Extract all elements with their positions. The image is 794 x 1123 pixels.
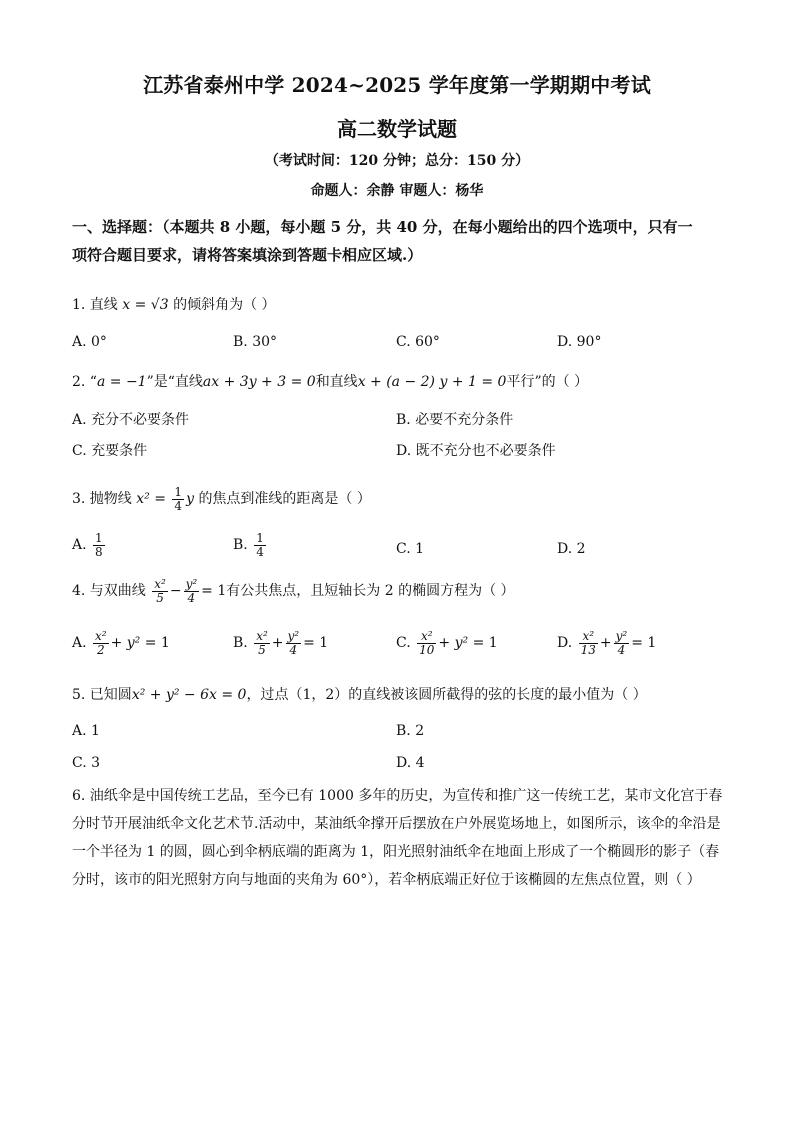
question-3 <box>72 484 371 514</box>
q3-frac-num: 1 <box>174 484 183 499</box>
q2-prefix: 2. “ <box>72 374 97 390</box>
q4-hyperbola-frac-1: $\frac{\text{x²}}{5}$ <box>154 576 166 605</box>
q5-option-a: A. 1 <box>72 723 100 739</box>
q2-option-d: D. 既不充分也不必要条件 <box>396 443 556 459</box>
q1-option-d: D. 90° <box>557 334 602 350</box>
question-4: 4. 与双曲线 $\frac{\text{x²}}{5}$ − $\frac{\text{y²}}{4}$ = 1有公共焦点，且短轴长为 2 的椭圆方程为（ ） <box>72 576 515 605</box>
q5-prefix: 5. 已知圆 <box>72 687 132 703</box>
q1-option-a: A. 0° <box>72 334 107 350</box>
exam-info: （考试时间：120 分钟；总分：150 分） <box>264 153 530 169</box>
q2-line-b: x + (a − 2) y + 1 = 0 <box>357 374 507 390</box>
q4-option-d: D. $\frac{\text{x²}}{13}$ + $\frac{\text{y²}}{4}$ = 1 <box>557 628 657 657</box>
exam-title: 江苏省泰州中学 2024~2025 学年度第一学期期中考试 <box>143 73 651 97</box>
section-line-1: 一、选择题：（本题共 8 小题，每小题 5 分，共 40 分，在每小题给出的四个选项中，只有一 <box>72 218 693 236</box>
q4-option-a: A. $\frac{\text{x²}}{2}$ + y² = 1 <box>72 628 170 657</box>
q4-suffix: 有公共焦点，且短轴长为 2 的椭圆方程为（ ） <box>226 583 515 599</box>
q6-line-1: 6. 油纸伞是中国传统工艺品，至今已有 1000 多年的历史，为宣传和推广这一传统工艺，某市文化宫于春 <box>72 788 723 804</box>
q4-prefix: 4. 与双曲线 <box>72 583 146 599</box>
q2-option-a: A. 充分不必要条件 <box>72 412 190 428</box>
q4-hyperbola-frac-2: $\frac{\text{y²}}{4}$ <box>185 576 198 605</box>
q3-option-b: B. $\frac{1}{4}$ <box>233 530 264 559</box>
q1-option-c: C. 60° <box>396 334 440 350</box>
question-1 <box>72 294 276 316</box>
q4-option-c: C. $\frac{\text{x²}}{10}$ + y² = 1 <box>396 628 498 657</box>
q3-option-a: A. $\frac{1}{8}$ <box>72 530 103 559</box>
q1-suffix: 的倾斜角为（ ） <box>173 297 276 313</box>
question-2 <box>72 371 588 393</box>
q3-suffix: 的焦点到准线的距离是（ ） <box>198 491 371 507</box>
q1-expr: x = √3 <box>122 297 169 313</box>
q3-frac-den: 4 <box>174 498 183 513</box>
q5-option-d: D. 4 <box>396 755 425 771</box>
q2-mid-1: ”是“直线 <box>146 374 203 390</box>
q5-expr: x² + y² − 6x = 0 <box>131 687 247 703</box>
exam-subtitle: 高二数学试题 <box>337 117 457 141</box>
exam-authors: 命题人：余静 审题人：杨华 <box>310 183 484 199</box>
q2-suffix: 平行”的（ ） <box>506 374 589 390</box>
q6-line-3: 一个半径为 1 的圆，圆心到伞柄底端的距离为 1，阳光照射油纸伞在地面上形成了一个椭圆形的影子（春 <box>72 844 720 860</box>
question-6 <box>72 782 722 894</box>
q2-line-a: ax + 3y + 3 = 0 <box>202 374 316 390</box>
q1-option-b: B. 30° <box>233 334 278 350</box>
q1-prefix: 1. 直线 <box>72 297 118 313</box>
q5-option-b: B. 2 <box>396 723 425 739</box>
q2-option-b: B. 必要不充分条件 <box>396 412 514 428</box>
q3-lhs: x² = <box>136 491 166 507</box>
q3-var: y <box>186 491 194 507</box>
q4-option-b: B. $\frac{\text{x²}}{5}$ + $\frac{\text{y²}}{4}$ = 1 <box>233 628 329 657</box>
q3-option-c: C. 1 <box>396 541 425 557</box>
q2-option-c: C. 充要条件 <box>72 443 148 459</box>
section-heading <box>72 213 727 269</box>
q3-fraction <box>172 486 184 513</box>
q3-option-d: D. 2 <box>557 541 586 557</box>
q2-condition: a = −1 <box>96 374 147 390</box>
q3-prefix: 3. 抛物线 <box>72 491 132 507</box>
q6-line-4: 分时，该市的阳光照射方向与地面的夹角为 60°），若伞柄底端正好位于该椭圆的左焦点位置，则（ ） <box>72 872 701 888</box>
q5-suffix: ，过点（1，2）的直线被该圆所截得的弦的长度的最小值为（ ） <box>246 687 647 703</box>
section-line-2: 项符合题目要求，请将答案填涂到答题卡相应区域.） <box>72 246 423 264</box>
q5-option-c: C. 3 <box>72 755 101 771</box>
question-5 <box>72 684 647 706</box>
q6-line-2: 分时节开展油纸伞文化艺术节.活动中，某油纸伞撑开后摆放在户外展览场地上，如图所示，该伞的伞沿是 <box>72 816 721 832</box>
q2-mid-2: 和直线 <box>315 374 358 390</box>
